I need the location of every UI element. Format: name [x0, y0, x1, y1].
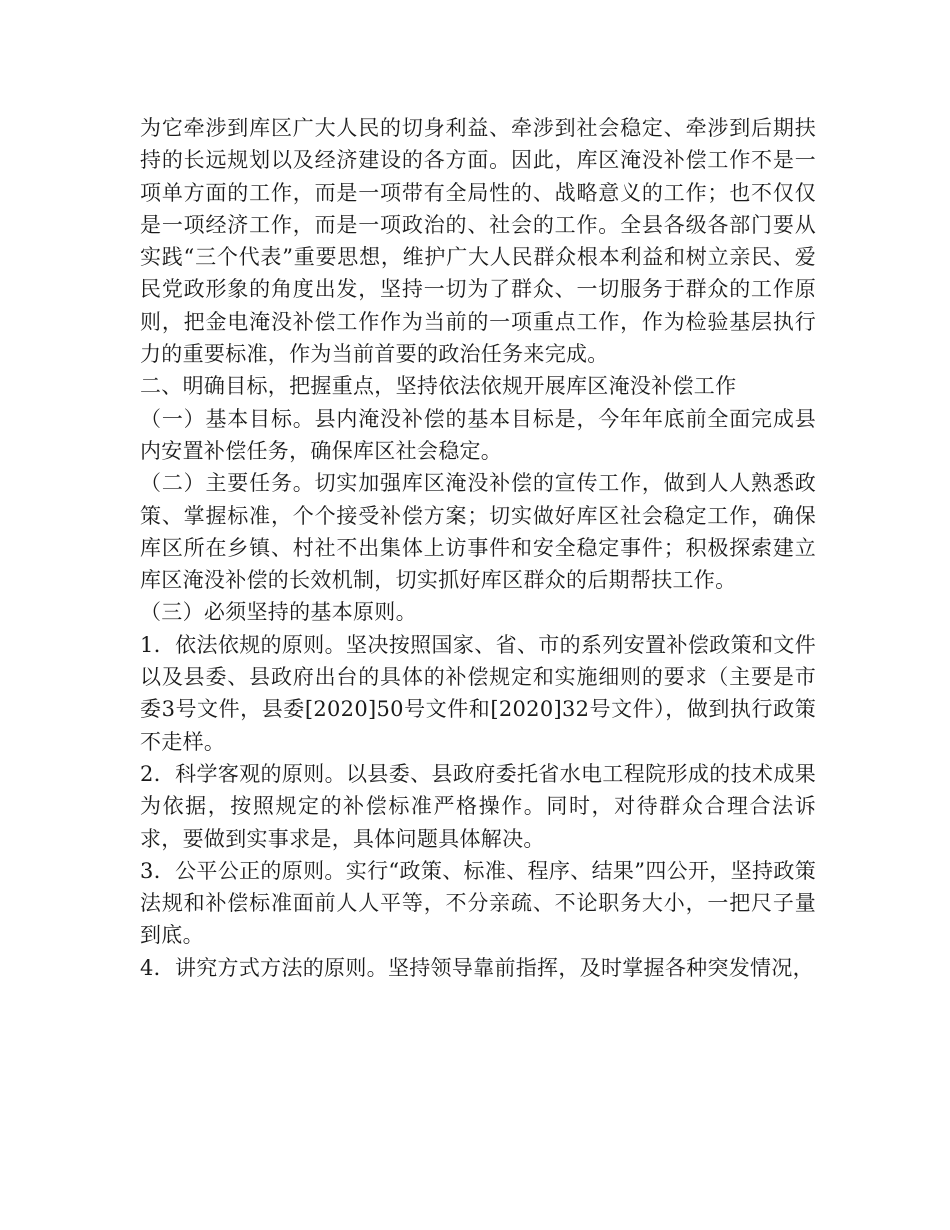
paragraph-basic-goal: （一）基本目标。县内淹没补偿的基本目标是，今年年底前全面完成县内安置补偿任务，确保库区社会稳定。	[140, 406, 816, 463]
paragraph-principle-4: 4．讲究方式方法的原则。坚持领导靠前指挥，及时掌握各种突发情况，	[140, 955, 814, 980]
paragraph-main-tasks: （二）主要任务。切实加强库区淹没补偿的宣传工作，做到人人熟悉政策、掌握标准，个个接受补偿方案；切实做好库区社会稳定工作，确保库区所在乡镇、村社不出集体上访事件和安全稳定事件；积极探索建立库区淹没补偿的长效机制，切实抓好库区群众的后期帮扶工作。	[140, 471, 816, 593]
paragraph-importance: 为它牵涉到库区广大人民的切身利益、牵涉到社会稳定、牵涉到后期扶持的长远规划以及经济建设的各方面。因此，库区淹没补偿工作不是一项单方面的工作，而是一项带有全局性的、战略意义的工作；也不仅仅是一项经济工作，而是一项政治的、社会的工作。全县各级各部门要从实践“三个代表”重要思想，维护广大人民群众根本利益和树立亲民、爱民党政形象的角度出发，坚持一切为了群众、一切服务于群众的工作原则，把金电淹没补偿工作作为当前的一项重点工作，作为检验基层执行力的重要标准，作为当前首要的政治任务来完成。	[140, 116, 816, 367]
document-page	[140, 112, 816, 984]
paragraph-principle-1: 1．依法依规的原则。坚决按照国家、省、市的系列安置补偿政策和文件以及县委、县政府出台的具体的补偿规定和实施细则的要求（主要是市委3号文件，县委[2020]50号文件和[2020]32号文件），做到执行政策不走样。	[140, 632, 816, 754]
paragraph-principles-heading: （三）必须坚持的基本原则。	[140, 600, 417, 625]
section-heading-2: 二、明确目标，把握重点，坚持依法依规开展库区淹没补偿工作	[140, 374, 737, 399]
paragraph-principle-3: 3．公平公正的原则。实行“政策、标准、程序、结果”四公开，坚持政策法规和补偿标准面前人人平等，不分亲疏、不论职务大小，一把尺子量到底。	[140, 858, 816, 948]
paragraph-principle-2: 2．科学客观的原则。以县委、县政府委托省水电工程院形成的技术成果为依据，按照规定的补偿标准严格操作。同时，对待群众合理合法诉求，要做到实事求是，具体问题具体解决。	[140, 761, 816, 851]
